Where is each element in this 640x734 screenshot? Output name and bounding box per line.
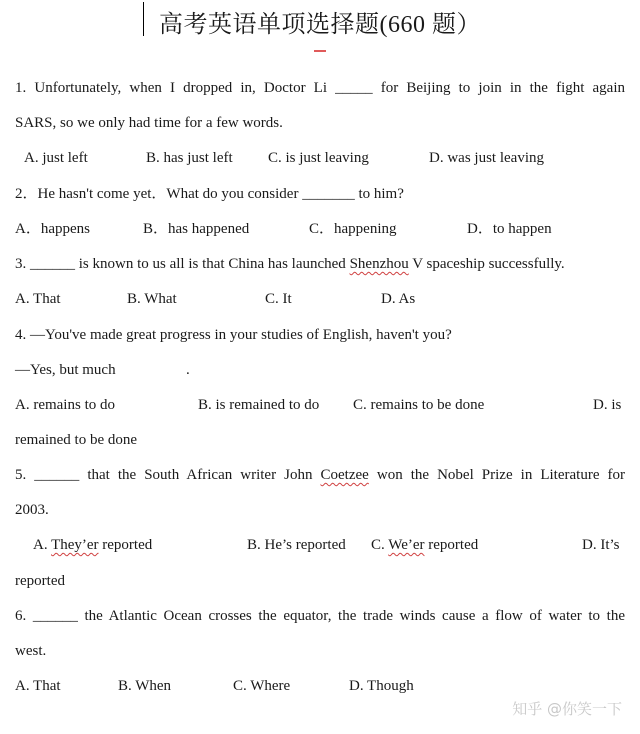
question-6-option-c: C. Where	[233, 678, 291, 694]
question-3-spellcheck-word: Shenzhou	[349, 256, 409, 272]
question-5-option-d-continued: reported	[15, 573, 65, 589]
question-4-option-d: D. is	[593, 397, 622, 413]
question-4-option-b: B. is remained to do	[198, 397, 320, 413]
question-2-option-d: D．to happen	[467, 221, 552, 237]
question-5-option-d: D. It’s	[582, 537, 620, 553]
question-6-line-2: west.	[15, 643, 47, 659]
question-3-option-d: D. As	[381, 291, 416, 307]
question-3-text-end: V spaceship successfully.	[408, 256, 565, 272]
question-5-option-c-spellcheck-word: We’er	[388, 537, 425, 553]
question-4-option-c: C. remains to be done	[353, 397, 485, 413]
question-4-line-1: 4. —You've made great progress in your studies of English, haven't you?	[15, 327, 452, 343]
question-2-option-b: B．has happened	[143, 221, 250, 237]
question-1-option-a: A. just left	[24, 150, 88, 166]
zhihu-watermark: 知乎 @你笑一下	[512, 700, 622, 718]
question-5-option-a	[33, 535, 152, 555]
question-5-option-c-rest: reported	[424, 537, 479, 553]
question-4-option-a: A. remains to do	[15, 397, 115, 413]
question-3-line-1	[15, 254, 565, 274]
question-1-option-b: B. has just left	[146, 150, 233, 166]
question-5-text-end: won the Nobel Prize in Literature for	[368, 467, 626, 483]
question-4-option-d-continued: remained to be done	[15, 432, 138, 448]
question-1-option-c: C. is just leaving	[268, 150, 369, 166]
question-5-spellcheck-word: Coetzee	[320, 467, 369, 483]
question-4-line-2: —Yes, but much	[15, 362, 116, 378]
question-1-line-1: 1. Unfortunately, when I dropped in, Doctor Li _____ for Beijing to join in the fight again	[15, 80, 625, 96]
question-2-option-c: C．happening	[309, 221, 397, 237]
question-4-blank-dot: .	[186, 362, 190, 378]
question-3-text-start: 3. ______ is known to us all is that China has launched	[15, 256, 350, 272]
question-1-option-d: D. was just leaving	[429, 150, 544, 166]
question-5-option-a-letter: A.	[33, 537, 52, 553]
question-1-line-2: SARS, so we only had time for a few words.	[15, 115, 283, 131]
question-6-line-1: 6. ______ the Atlantic Ocean crosses the equator, the trade winds cause a flow of water to the	[15, 608, 625, 624]
question-5-text-start: 5. ______ that the South African writer John	[15, 467, 321, 483]
question-6-option-a: A. That	[15, 678, 61, 694]
page-title: 高考英语单项选择题(660 题）	[159, 12, 481, 38]
question-5-option-b: B. He’s reported	[247, 537, 346, 553]
question-5-option-a-rest: reported	[98, 537, 153, 553]
question-2-option-a: A．happens	[15, 221, 90, 237]
question-5-option-c-letter: C.	[371, 537, 389, 553]
title-red-mark	[314, 50, 326, 52]
question-6-option-b: B. When	[118, 678, 172, 694]
question-5-option-a-spellcheck-word: They’er	[51, 537, 99, 553]
question-5-option-c	[371, 535, 478, 555]
question-3-option-a: A. That	[15, 291, 61, 307]
question-3-option-c: C. It	[265, 291, 292, 307]
question-5-line-1	[15, 465, 625, 485]
question-6-option-d: D. Though	[349, 678, 414, 694]
question-3-option-b: B. What	[127, 291, 177, 307]
question-2-line-1: 2．He hasn't come yet．What do you consider _______ to him?	[15, 186, 404, 202]
question-5-line-2: 2003.	[15, 502, 49, 518]
